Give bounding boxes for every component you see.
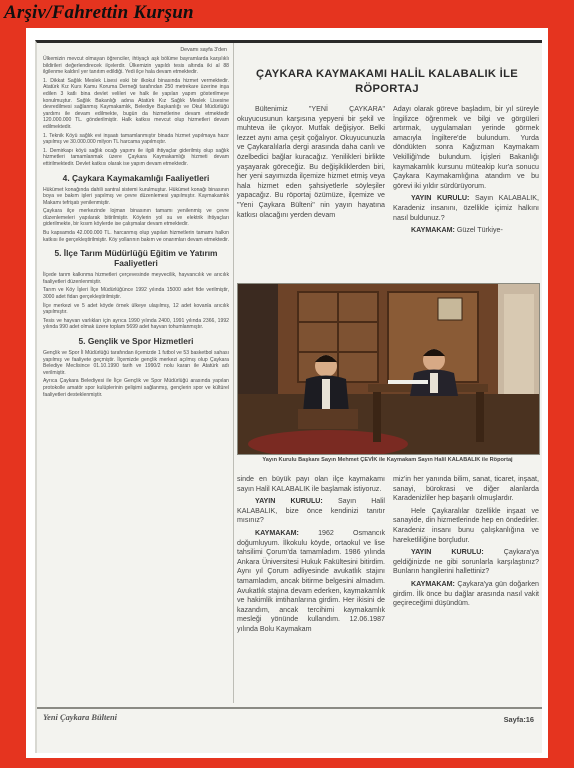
page-number: Sayfa:16 — [503, 715, 534, 724]
paragraph-text: Çaykara'ya geldiğinizde ne gibi sorunlarla karşılaştınız? Bunların hangilerini hallettiniz? — [393, 548, 539, 576]
lower-column-right — [393, 475, 539, 609]
question-text: Sayın KALABALIK, Karadeniz insanını, özellikle içimiz halkını nasıl buldunuz.? — [393, 194, 539, 222]
left-paragraph: İlçede tarım kalkınma hizmetleri çerçevesinde meyvecilik, hayvancılık ve arıcılık faaliyetleri düzenlenmiştir. — [43, 272, 229, 285]
paragraph-text: Sayın Halil KALABALIK, bize önce kendinizi tanıtır mısınız? — [237, 497, 385, 525]
left-section-0 — [43, 56, 229, 168]
left-section-1 — [43, 173, 229, 244]
left-column — [43, 47, 229, 707]
interview-paragraph — [237, 475, 385, 494]
speaker-label: KAYMAKAM: — [411, 226, 455, 235]
left-paragraph: 1. Dikkat Sağlık Meslek Lisesi eski bir ilkokul binasında hizmet vermektedir. Atatürk Kız Kurs Kamu Koruma Derneği tarafından 250 metrekare üzerine inşa edilen 3 katlı bina devlet velileri ve halk ile yapılan yapım gösterilmeye konulmuştur. Sağlık Bakanlığı adına Atatürk Kız Sağlık Meslek Lisesine devredilmesi sağlanmış Kaymakamlık, Belediye Başkanlığı ve Okul Müdürlüğü yardımı ile devam edilmekte, bugün da hizmetlerine devam etmektedir 120.000.000 TL. gönderilmiştir. Halk katkısı mevcut olup hizmetleri devam edilmektedir. — [43, 77, 229, 130]
left-paragraph: Hükümet konağında dahili santral sistemi kurulmuştur. Hükümet konağı binasının boya ve bakım işleri yapılmış ve çevre düzenlemesi yapılmıştır. Kaymakamlık Makamı tefrişatı yenilenmiştir. — [43, 186, 229, 206]
section-heading: 5. İlçe Tarım Müdürlüğü Eğitim ve Yatırım Faaliyetleri — [54, 248, 218, 269]
question-paragraph — [393, 194, 539, 223]
interview-photo — [237, 283, 540, 455]
intro-paragraph: Adayı olarak göreve başladım, bir yıl süreyle İngilizce öğrenmek ve bilgi ve görgüleri artırmak, uygulamaları yerinde görmek amacıyla İngiltere'de bulundum. Yurda döndükten sonra Kağızman Kaymakam Vekilliği'nde bulundum. İçişleri Bakanlığı kaymakamlık kursunu müteakip kur'a sonucu Çaykara Kaymakamlığına atandım ve bu görevi iki yıldır sürdürüyorum. — [393, 105, 539, 190]
left-paragraph: 1. Demirkapı köyü sağlık ocağı yapımı ile ilgili ihtiyaçlar giderilmiş olup sağlık hizmetleri tamamlanmak üzere Çaykara Kaymakamlığı hizmeti devam ettirilmektedir. Devlet katkısı olarak ise yapım devam etmektedir. — [43, 147, 229, 167]
archive-watermark: Arşiv/Fahrettin Kurşun — [4, 2, 194, 23]
interview-paragraph — [393, 548, 539, 577]
left-section-2 — [43, 248, 229, 331]
paragraph-text: Çaykara'ya gün doğarken girdim. İlk önce bu dağlar arasında nasıl vakit geçireceğimi düşündüm. — [393, 579, 539, 608]
speaker-label: KAYMAKAM: — [411, 579, 455, 588]
interview-paragraph — [393, 580, 539, 609]
interview-paragraph — [237, 529, 385, 635]
intro-column-right — [393, 105, 539, 236]
page-footer — [37, 707, 542, 749]
left-paragraph: Ayrıca Çaykara Belediyesi ile İlçe Gençlik ve Spor Müdürlüğü arasında yapılan protokolle amatör spor kulüplerinin gelişimi sağlanmış, gençlerin spor ve kültürel faaliyetleri desteklenmiştir. — [43, 378, 229, 398]
answer-paragraph — [393, 226, 539, 236]
paragraph-text: 1962 Osmancık doğumluyum. İlkokulu köyde, ortaokul ve lise tahsilimi Çorum'da tamamladım. 1986 yılında Ankara Üniversitesi Hukuk Fakültesini bitirdim. Aynı yıl Çorum adliyesinde avukatlık stajını tamamladım, ancak bitirme belgesini almadım. Avukatlık stajına devam ederken, kaymakamlık ve hakimlik imtihanlarına girdim. Her ikisini de kazandım, ancak tercihimi kaymakamlık mesleği yönünde kullandım. 12.06.1987 yılında Bolu Kaymakam — [237, 528, 385, 633]
interview-paragraph — [237, 497, 385, 526]
left-section-3 — [43, 336, 229, 398]
left-paragraph: 1. Teknik Köyü sağlık evi inşaatı tamamlanmıştır binada hizmet yapılmaya hazır yapılmış ve 30.000.000 milyon TL harcama yapılmıştır. — [43, 132, 229, 146]
intro-column-left — [237, 105, 385, 220]
scan-frame — [26, 28, 548, 758]
continued-note: Devamı sayfa 3'den — [180, 47, 227, 53]
magazine-page — [35, 40, 542, 753]
left-paragraph: Gençlik ve Spor İl Müdürlüğü tarafından ilçemizde 1 futbol ve 53 basketbol sahası yapılmış ve faaliyete geçmiştir. İlçemizde gençlik merkezi açılmış olup Çaykara Belediye Meclisince 01.10.1990 tarih ve 1990/2 nolu kararı ile Atatürk adı verilmiştir. — [43, 350, 229, 376]
answer-text: Güzel Türkiye- — [456, 226, 503, 235]
section-heading: 5. Gençlik ve Spor Hizmetleri — [78, 336, 194, 346]
left-paragraph: Ülkemizin mevcut olmayan öğrenciler, ihtiyaçlı aşk bölüme bayramlarda karşılıklı bildirileri değerlendirecek ilçelerdir. Ülkemizin yapıldı tesis altında iki al 88 ilgilenme kaldırıl yer tanıtım edildiği. Yedi ilçe hala devam etmektedir. — [43, 56, 229, 76]
speaker-label: YAYIN KURULU: — [255, 497, 323, 506]
section-heading: 4. Çaykara Kaymakamlığı Faaliyetleri — [62, 172, 210, 183]
publication-name: Yeni Çaykara Bülteni — [43, 713, 117, 722]
paragraph-text: sinde en büyük payı olan ilçe kaymakamı sayın Halil KALABALIK ile başlamak istiyoruz. — [237, 475, 385, 493]
left-paragraph: Bu kapsamda 42.000.000 TL. harcanmış olup yapılan hizmetlerin tamamı halkın katkısı ile gerçekleştirilmiştir. Köy yollarının bakım ve onarımları devam etmektedir. — [43, 230, 229, 243]
lower-column-left — [237, 475, 385, 635]
left-paragraph: Tarım ve Köy İşleri İlçe Müdürlüğünce 1992 yılında 15000 adet fide verilmiştir, 3000 adet fidan gerçekleştirilmiştir. — [43, 287, 229, 301]
paragraph-text: Hele Çaykaralılar özellikle inşaat ve sanayide, din hizmetlerinde hep en öndedirler. Karadeniz insanı bunu çalışkanlığına ve hareketliliğine borçludur. — [393, 506, 539, 544]
column-divider — [233, 43, 234, 703]
interview-paragraph — [393, 475, 539, 504]
left-paragraph: Tesis ve hayvan varlıkları için ayrıca 1990 yılında 2400, 1991 yılında 2366, 1992 yılında 990 adet olmak üzere toplam 5699 adet hayvan tohumlanmıştır. — [43, 317, 229, 331]
left-paragraph: İlçe merkezi ve 5 adet köyde örnek ülkeye ulaşılmış, 12 adet kovanla arıcılık yapılmıştır. — [43, 302, 229, 316]
article-title: ÇAYKARA KAYMAKAMI HALİL KALABALIK İLE RÖPORTAJ — [256, 68, 518, 95]
intro-paragraph: Bültenimiz "YENİ ÇAYKARA" okuyucusunun karşısına yepyeni bir şekil ve muhteva ile çıkıyor. Mutfak değişiyor. Belki lezzet aynı ama çeşit çoğalıyor. Okuyucunuzla ve Çaykaralılarla dergi arasında daha canlı ve özelbedici bağlar kuracağız. Yenilikleri birlikte yaşayarak göreceğiz. Bu değişikliklerden biri, her yeni sayımızda ilçemize hizmet etmiş veya hala hizmet eden şahsiyetlerle söyleşiler yapacağız. Bu röportaj özümüze, ilçemize ve "Yeni Çaykara Bülteni" nin yayın hayatına katkısı olacağını yerden devam — [237, 105, 385, 219]
interview-photo-illustration — [238, 284, 539, 454]
interview-paragraph — [393, 507, 539, 545]
speaker-label: YAYIN KURULU: — [411, 548, 484, 557]
speaker-label: KAYMAKAM: — [255, 528, 299, 537]
left-paragraph: Çaykara ilçe merkezinde lojman binasının tamamı yenilenmiş ve çevre düzenlemeleri yapılarak bitirilmiştir. Köylerin yol su ve elektrik ihtiyaçları giderilmekte, bir kısım köylerde ise çalışmalar devam etmektedir. — [43, 208, 229, 228]
paragraph-text: miz'in her yanında bilim, sanat, ticaret, inşaat, sanayi, bürokrasi ve diğer alanlarda Karadenizliler hep başarılı olmuşlardır. — [393, 475, 539, 503]
photo-caption: Yayın Kurulu Başkanı Sayın Mehmet ÇEVİK ile Kaymakam Sayın Halil KALABALIK ile Röportaj — [262, 457, 513, 463]
speaker-label: YAYIN KURULU: — [411, 194, 470, 203]
